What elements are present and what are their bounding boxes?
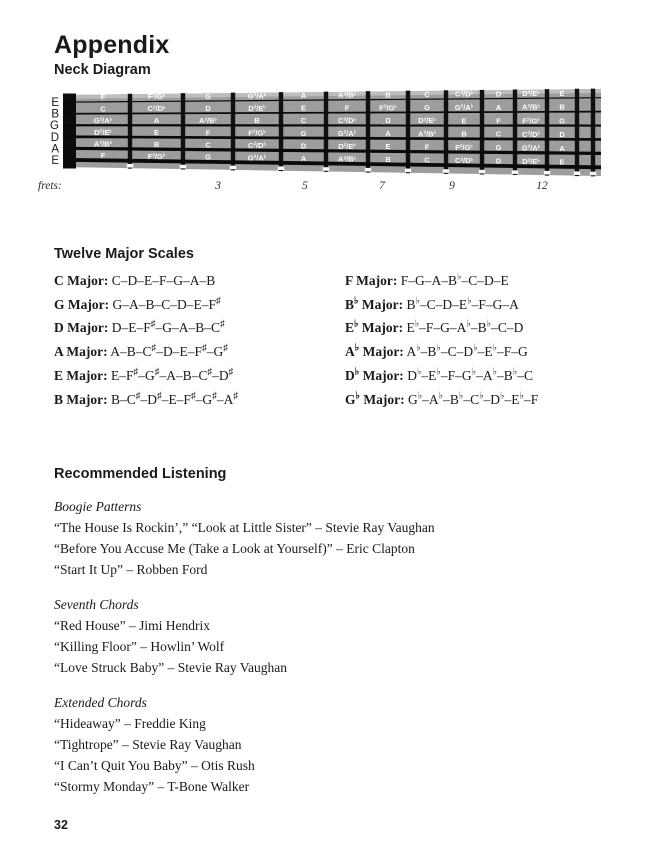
major-scales-heading: Twelve Major Scales (54, 246, 194, 262)
scale-notes: D–E–F♯–G–A–B–C♯ (111, 319, 225, 336)
song-row: “The House Is Rockin’,” “Look at Little Sister” – Stevie Ray Vaughan (54, 520, 435, 535)
fret-note: C (205, 140, 211, 150)
fret-note: F♯/G♭ (379, 103, 397, 113)
fret-note: F (344, 103, 350, 113)
open-string-label: E (51, 97, 59, 110)
fret-note: A♯/B♭ (199, 116, 217, 126)
page-number: 32 (54, 818, 68, 832)
fret-note: C♯/D♭ (455, 156, 473, 166)
listening-group-items (54, 713, 614, 797)
scale-notes: F–G–A–B♭–C–D–E (400, 272, 509, 288)
fret-note: E (461, 116, 467, 126)
scale-row (345, 388, 538, 412)
neck-diagram-heading: Neck Diagram (54, 62, 151, 78)
fret-note: G (205, 152, 211, 162)
listening-group-title: Boogie Patterns (54, 499, 142, 514)
fret-note: C (300, 116, 307, 126)
scale-notes: B–C♯–D♯–E–F♯–G♯–A♯ (110, 391, 239, 407)
fret-note: D♯/E♭ (338, 141, 356, 151)
scale-row (54, 388, 345, 412)
fret-note: A (385, 129, 391, 139)
fret-note: F (205, 128, 211, 138)
scale-name: C Major: (54, 273, 109, 288)
fret-number: 7 (379, 180, 385, 192)
scale-row (54, 340, 345, 364)
scale-notes: E♭–F–G–A♭–B♭–C–D (406, 319, 524, 336)
scale-notes: A♭–B♭–C–D♭–E♭–F–G (406, 343, 528, 360)
open-string-label: E (51, 154, 59, 167)
fret-note: E (559, 157, 565, 167)
song-row: “Love Struck Baby” – Stevie Ray Vaughan (54, 660, 287, 675)
neck-diagram-svg (0, 78, 648, 200)
fret-note: E (559, 88, 565, 98)
frets-label: frets: (38, 180, 62, 192)
fret-note: E (154, 128, 159, 138)
recommended-listening-section (54, 466, 614, 797)
fret-note: D♯/E♭ (522, 157, 540, 167)
song-row: “Tightrope” – Stevie Ray Vaughan (54, 737, 242, 752)
scale-row (54, 316, 345, 340)
fret-note: G♯/A♭ (93, 116, 113, 126)
scale-row (345, 293, 538, 317)
fret-number: 9 (449, 180, 455, 192)
open-string-label: A (51, 143, 59, 156)
fret-note: C♯/D♭ (455, 89, 473, 99)
fret-note: F (424, 142, 430, 152)
fret-note: D (559, 130, 565, 140)
fret-note: C (424, 89, 430, 99)
scale-row (345, 364, 538, 388)
scale-name: D♭ Major: (345, 367, 404, 383)
listening-groups (54, 497, 614, 797)
fret-note: F (100, 151, 106, 161)
scale-name: G♭ Major: (345, 391, 405, 407)
fret-note: G♯/A♭ (247, 91, 267, 101)
scale-notes: C–D–E–F–G–A–B (111, 273, 216, 288)
fret-number: 12 (536, 180, 548, 192)
fret-note: A♯/B♭ (418, 129, 436, 139)
song-row: “Killing Floor” – Howlin’ Wolf (54, 639, 225, 654)
fret-note: F♯/G♭ (147, 151, 166, 161)
fret-note: D♯/E♭ (418, 116, 436, 126)
scales-column-left (54, 269, 345, 411)
fret-note: A (300, 90, 307, 100)
fret-note: D (495, 89, 502, 99)
open-string-labels (50, 97, 59, 167)
fret-note: C (424, 155, 430, 165)
fret-note: C♯/D♭ (522, 129, 540, 139)
fret-note: A♯/B♭ (338, 90, 356, 100)
fret-number-row (38, 180, 548, 192)
fret-note: G (424, 103, 430, 113)
fret-note: G♯/A♭ (521, 143, 541, 153)
scale-row (54, 269, 345, 293)
fret-note: D (205, 103, 211, 113)
scale-name: A Major: (54, 344, 108, 360)
fret-note: D♯/E♭ (248, 103, 266, 113)
fret-note: B (559, 102, 565, 112)
fret-note: G (559, 116, 565, 126)
fret-note: A (153, 116, 160, 126)
fret-note: B (153, 139, 160, 149)
fret-note: F♯/G♭ (248, 128, 266, 138)
fret-note: F♯/G♭ (147, 92, 166, 102)
recommended-listening-heading: Recommended Listening (54, 466, 227, 482)
scales-column-right (345, 269, 538, 411)
song-row: “Start It Up” – Robben Ford (54, 562, 208, 577)
scale-name: E♭ Major: (345, 319, 404, 336)
scale-notes: D♭–E♭–F–G♭–A♭–B♭–C (407, 367, 533, 383)
scale-notes: B♭–C–D–E♭–F–G–A (406, 296, 519, 312)
fret-note: C (100, 104, 106, 114)
nut (63, 94, 76, 169)
scale-notes: G–A–B–C–D–E–F♯ (112, 296, 221, 312)
fret-note: G♯/A♭ (337, 128, 357, 138)
scale-name: G Major: (54, 296, 110, 312)
listening-group-items (54, 517, 614, 580)
fret-note: D (495, 156, 502, 166)
fret-note: F (100, 92, 106, 102)
fret-note: B (385, 155, 391, 165)
scale-notes: A–B–C♯–D–E–F♯–G♯ (110, 343, 228, 360)
major-scales-columns (54, 269, 614, 411)
fret-note: D (385, 116, 391, 126)
fret-note: C♯/D♭ (338, 116, 356, 126)
neck-diagram (0, 78, 648, 200)
scale-row (345, 340, 538, 364)
fret-note: B (461, 129, 467, 139)
page-title: Appendix (54, 31, 170, 59)
fret-note: G♯/A♭ (454, 102, 474, 112)
scale-notes: E–F♯–G♯–A–B–C♯–D♯ (110, 367, 234, 383)
listening-group-title: Seventh Chords (54, 597, 139, 612)
scale-row (345, 269, 538, 293)
song-row: “Hideaway” – Freddie King (54, 716, 206, 731)
major-scales-section (54, 246, 614, 411)
song-row: “Stormy Monday” – T-Bone Walker (54, 779, 250, 794)
song-row: “I Can’t Quit You Baby” – Otis Rush (54, 758, 255, 773)
song-row: “Red House” – Jimi Hendrix (54, 618, 210, 633)
fret-note: A♯/B♭ (94, 139, 112, 149)
fret-note: D♯/E♭ (94, 127, 112, 137)
fret-note: C♯/D♭ (248, 140, 266, 150)
scale-name: D Major: (54, 320, 109, 336)
scale-row (54, 293, 345, 317)
fret-note: C♯/D♭ (147, 104, 166, 114)
scale-name: A♭ Major: (345, 343, 404, 360)
open-string-label: G (50, 120, 59, 133)
fret-note: G (205, 91, 211, 101)
fret-note: D♯/E♭ (522, 89, 540, 99)
scale-row (54, 364, 345, 388)
scale-name: E Major: (54, 367, 108, 383)
fret-note: F (496, 116, 501, 126)
open-string-label: D (50, 131, 59, 144)
fret-note: G♯/A♭ (247, 153, 267, 163)
open-string-label: B (51, 108, 59, 121)
fret-note: G (300, 128, 307, 138)
fret-note: B (254, 116, 260, 126)
scale-name: B Major: (54, 391, 108, 407)
fret-note: E (301, 103, 306, 113)
fret-note: G (495, 143, 502, 153)
scale-notes: G♭–A♭–B♭–C♭–D♭–E♭–F (407, 391, 539, 407)
listening-group-items (54, 615, 614, 678)
fret-note: A♯/B♭ (522, 102, 540, 112)
song-row: “Before You Accuse Me (Take a Look at Yourself)” – Eric Clapton (54, 541, 415, 556)
scale-row (345, 316, 538, 340)
fret-note: C (495, 129, 502, 139)
fret-note: A (559, 143, 565, 153)
scale-name: B♭ Major: (345, 296, 404, 312)
fret-number: 3 (215, 180, 221, 192)
fret-note: D (300, 141, 307, 151)
fret-note: F♯/G♭ (455, 142, 473, 152)
fret-note: A (495, 102, 502, 112)
fret-number: 5 (302, 180, 308, 192)
listening-group-title: Extended Chords (54, 695, 147, 710)
fret-note: E (385, 142, 391, 152)
scale-name: F Major: (345, 273, 398, 288)
fret-note: A (300, 153, 307, 163)
fret-note: A♯/B♭ (338, 154, 356, 164)
fret-note: F♯/G♭ (522, 116, 540, 126)
fret-note: B (385, 90, 391, 100)
